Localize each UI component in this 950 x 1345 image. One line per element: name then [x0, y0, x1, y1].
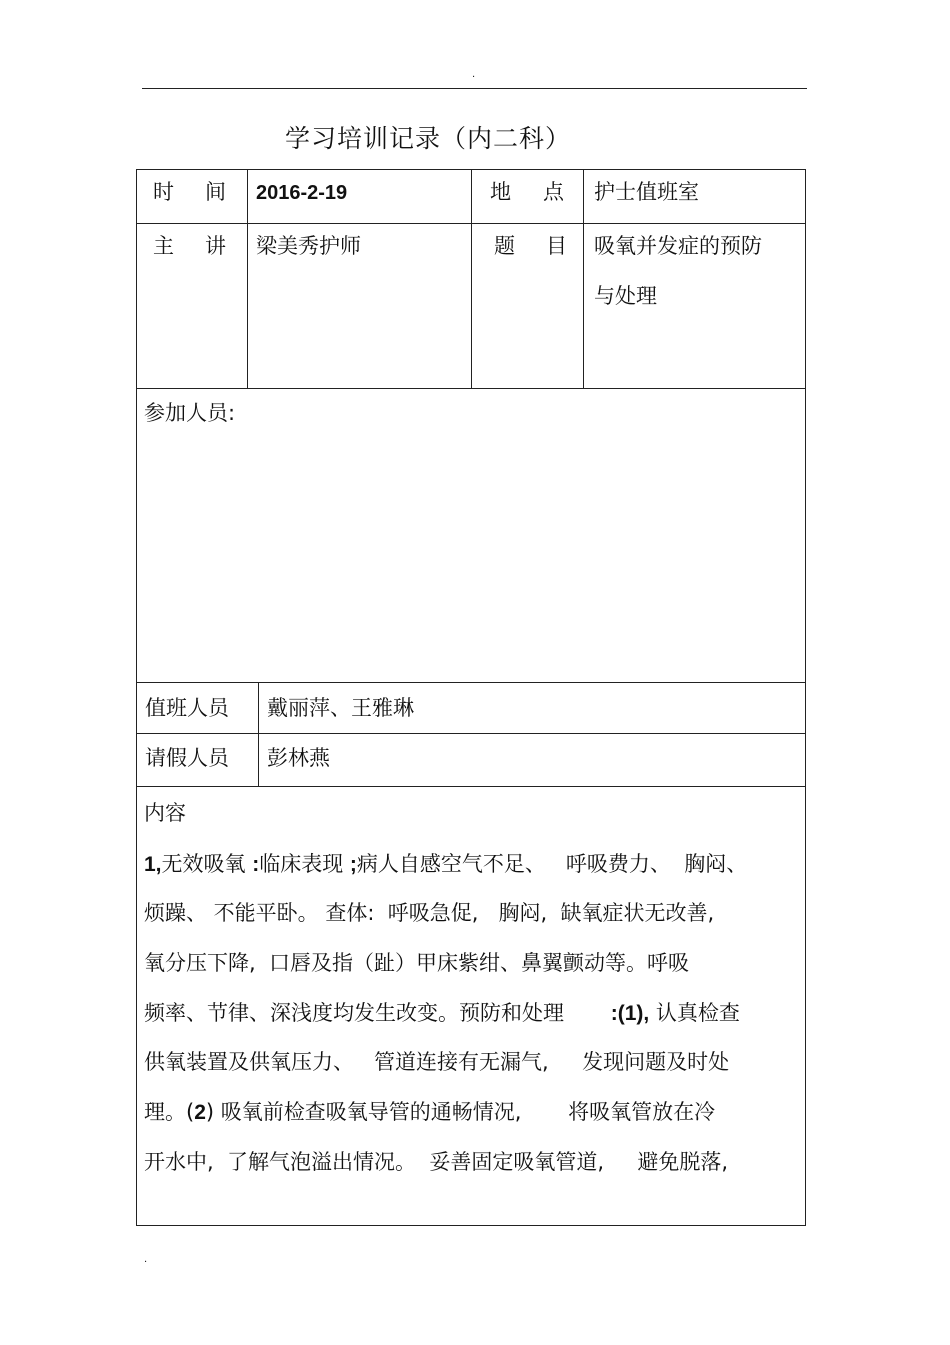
speaker-value: 梁美秀护师	[256, 234, 361, 258]
participants-label: 参加人员:	[144, 401, 236, 425]
footer-mark: .	[144, 1254, 148, 1265]
col-divider-4	[258, 682, 259, 786]
content-line-3: 氧分压下降, 口唇及指（趾）甲床紫绀、鼻翼颤动等。呼吸	[144, 951, 690, 975]
speaker-label-char1: 主	[153, 234, 174, 258]
content-line-6-part-c: ) 吸氧前检查吸氧导管的通畅情况, 将吸氧管放在冷	[205, 1100, 716, 1124]
content-item-number: 1,	[144, 853, 162, 876]
topic-value-line2: 与处理	[594, 284, 657, 308]
row-divider-4	[136, 733, 806, 734]
header-rule	[142, 88, 807, 89]
row-divider-2	[136, 388, 806, 389]
col-divider-3	[583, 169, 584, 388]
content-line-1-part-b: 临床表现	[259, 852, 350, 876]
place-label-char1: 地	[490, 180, 511, 204]
topic-label-char1: 题	[494, 234, 515, 258]
col-divider-2	[471, 169, 472, 388]
topic-value-line1: 吸氧并发症的预防	[594, 234, 762, 258]
topic-label-char2: 目	[546, 234, 567, 258]
content-line-7: 开水中, 了解气泡溢出情况。 妥善固定吸氧管道, 避免脱落,	[144, 1150, 729, 1174]
content-line-1-part-c: 病人自感空气不足、 呼吸费力、 胸闷、	[356, 852, 748, 876]
header-mark: .	[472, 69, 476, 80]
content-line-4-part-a: 频率、节律、深浅度均发生改变。预防和处理	[144, 1001, 611, 1025]
page-title: 学习培训记录（内二科）	[285, 124, 572, 153]
place-label-char2: 点	[543, 180, 564, 204]
content-label: 内容	[144, 801, 186, 825]
content-line-6-part-b: 2	[194, 1101, 206, 1124]
content-line-4-part-b: :(1),	[610, 1002, 650, 1025]
time-label-char2: 间	[205, 180, 226, 204]
content-line-5: 供氧装置及供氧压力、 管道连接有无漏气, 发现问题及时处	[144, 1050, 730, 1074]
content-line-4	[144, 998, 740, 1029]
time-value: 2016-2-19	[256, 182, 348, 204]
duty-label: 值班人员	[145, 696, 229, 720]
place-value: 护士值班室	[594, 180, 699, 204]
content-line-1	[144, 849, 747, 880]
content-line-6	[144, 1097, 715, 1128]
content-line-1-colon: :	[252, 853, 260, 876]
row-divider-5	[136, 786, 806, 787]
duty-value: 戴丽萍、王雅琳	[267, 696, 414, 720]
leave-value: 彭林燕	[267, 746, 330, 770]
content-line-2: 烦躁、 不能平卧。 查体: 呼吸急促, 胸闷, 缺氧症状无改善,	[144, 901, 715, 925]
content-line-6-part-a: 理。(	[144, 1100, 195, 1124]
speaker-label-char2: 讲	[205, 234, 226, 258]
time-label-char1: 时	[153, 180, 174, 204]
content-line-1-part-a: 无效吸氧	[161, 852, 253, 876]
leave-label: 请假人员	[145, 746, 229, 770]
content-line-1-semicolon: ;	[349, 853, 357, 876]
row-divider-3	[136, 682, 806, 683]
content-line-4-part-c: 认真检查	[649, 1001, 740, 1025]
col-divider-1	[247, 169, 248, 388]
